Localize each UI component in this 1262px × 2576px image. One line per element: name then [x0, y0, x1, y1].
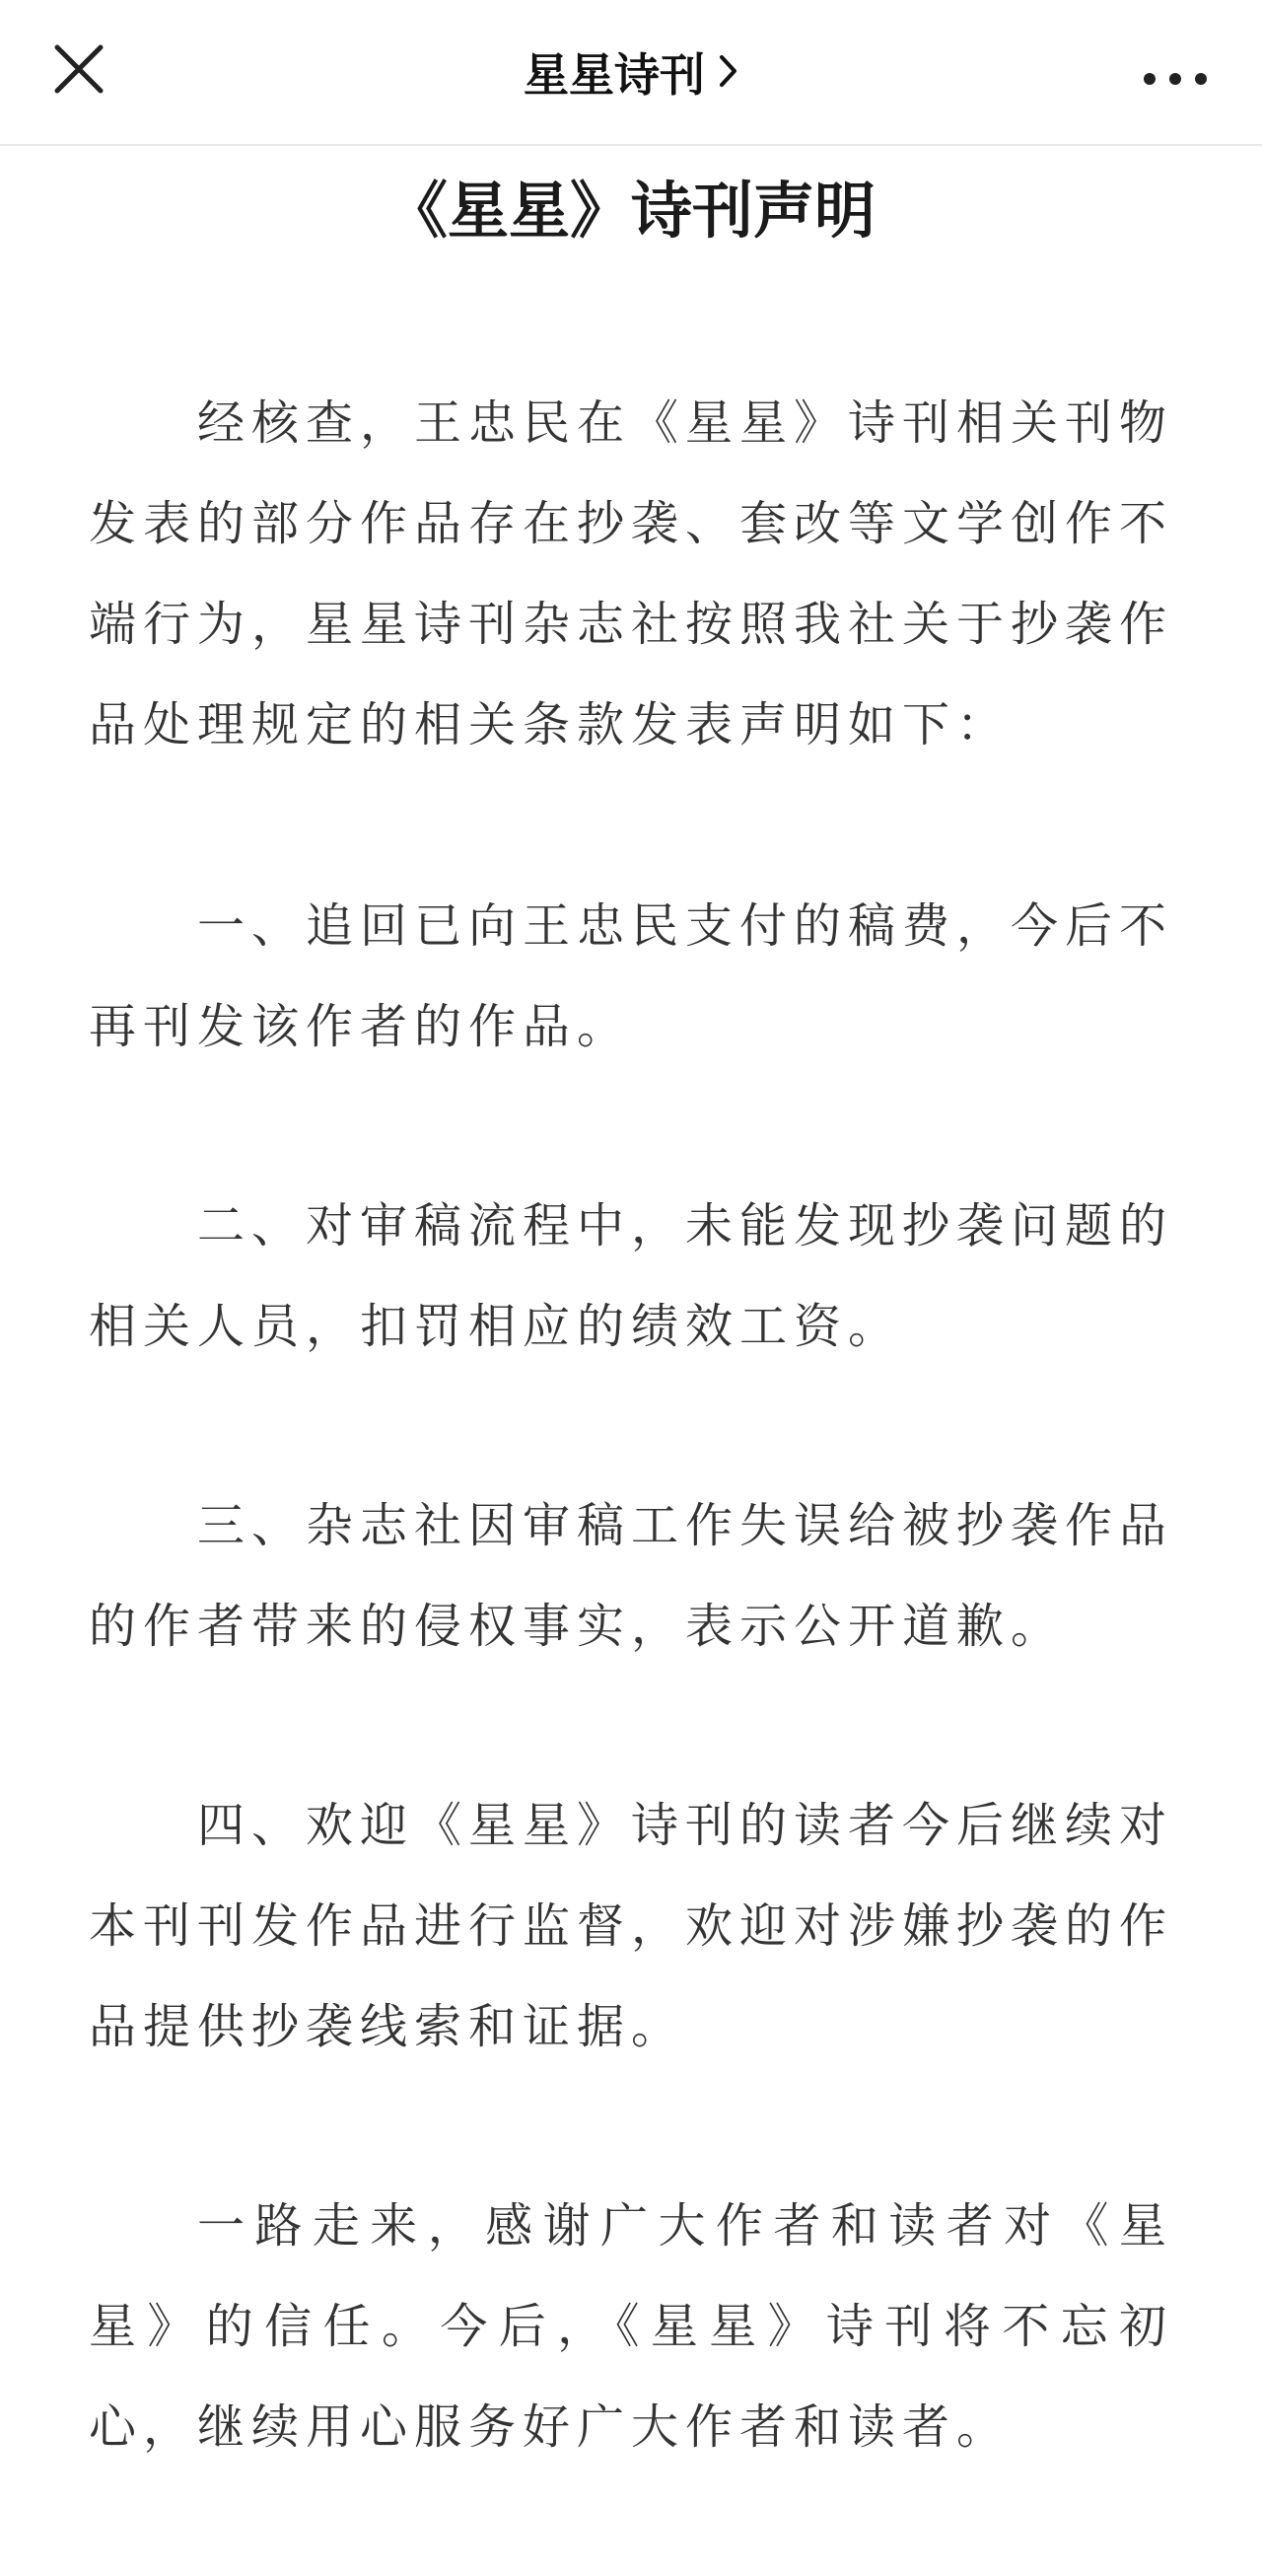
- article-paragraph-item-2: 二、对审稿流程中，未能发现抄袭问题的相关人员，扣罚相应的绩效工资。: [89, 1198, 1174, 1354]
- more-options-button[interactable]: [1140, 59, 1211, 99]
- close-button[interactable]: [51, 41, 120, 110]
- nav-title-text: 星星诗刊: [524, 48, 705, 102]
- chevron-right-icon: [719, 45, 738, 99]
- article-paragraph-intro: 经核查，王忠民在《星星》诗刊相关刊物发表的部分作品存在抄袭、套改等文学创作不端行为，星星诗刊杂志社按照我社关于抄袭作品处理规定的相关条款发表声明如下：: [89, 395, 1174, 752]
- article-paragraph-item-4: 四、欢迎《星星》诗刊的读者今后继续对本刊刊发作品进行监督，欢迎对涉嫌抄袭的作品提供抄袭线索和证据。: [89, 1798, 1174, 2054]
- top-nav-bar: [0, 0, 1262, 146]
- account-name-link[interactable]: [524, 39, 738, 105]
- article-paragraph-closing: 一路走来，感谢广大作者和读者对《星星》的信任。今后，《星星》诗刊将不忘初心，继续用心服务好广大作者和读者。: [89, 2198, 1173, 2455]
- article-body: [89, 373, 1173, 2576]
- article-paragraph-item-3: 三、杂志社因审稿工作失误给被抄袭作品的作者带来的侵权事实，表示公开道歉。: [89, 1498, 1174, 1654]
- more-dots-icon: [1140, 59, 1211, 99]
- article-paragraph-item-1: 一、追回已向王忠民支付的稿费，今后不再刊发该作者的作品。: [89, 898, 1174, 1054]
- close-icon: [51, 41, 106, 97]
- article-title: 《星星》诗刊声明: [386, 175, 876, 247]
